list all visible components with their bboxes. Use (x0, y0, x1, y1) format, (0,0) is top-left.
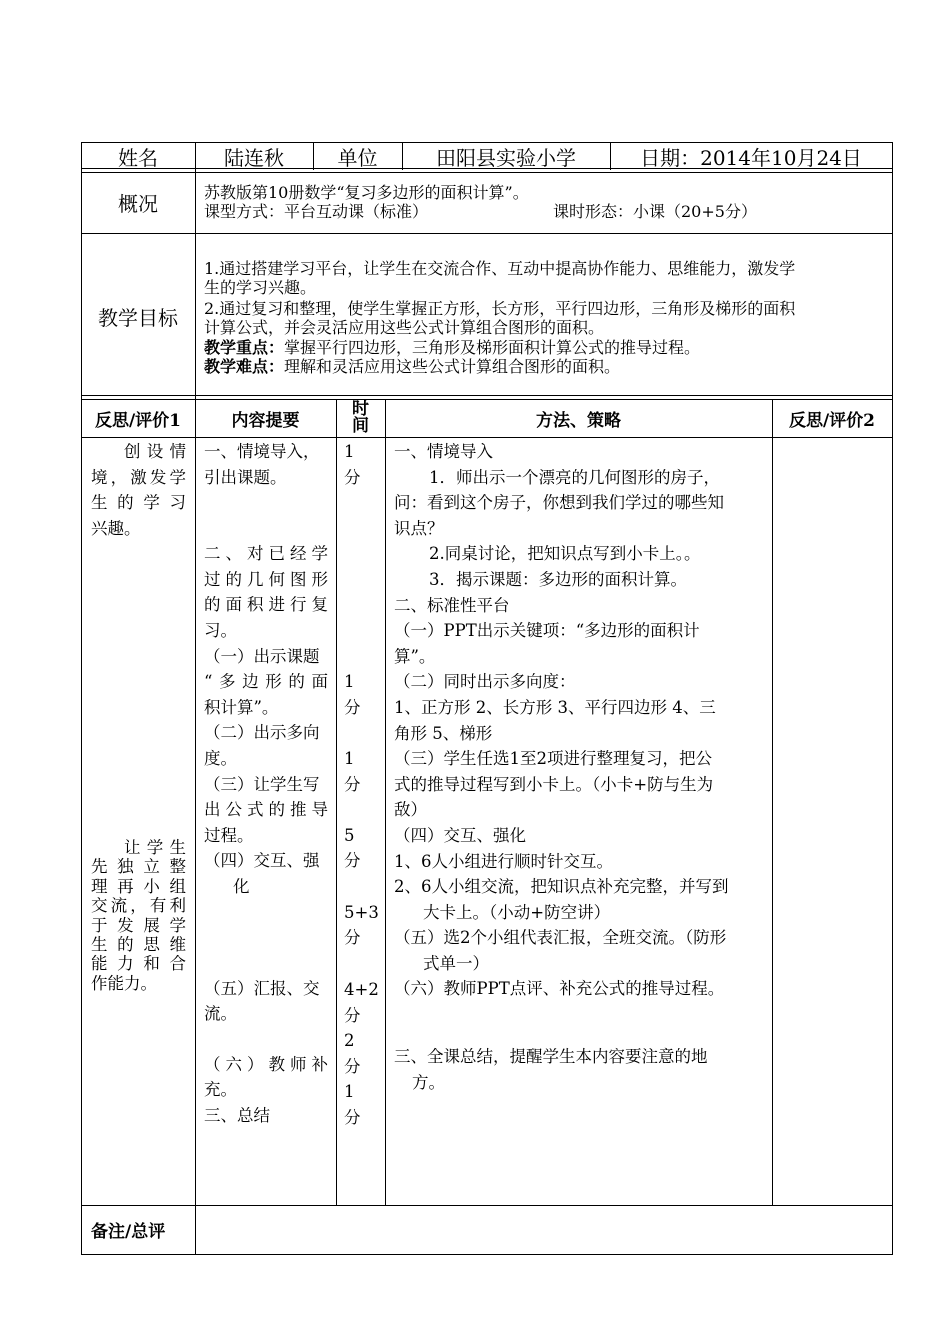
name-value: 陆连秋 (224, 145, 284, 170)
content-line: 过程。 (204, 825, 254, 845)
content-line: 一、情境导入， (204, 442, 320, 461)
key-point (204, 338, 700, 357)
key-point-text: 掌握平行四边形，三角形及梯形面积计算公式的推导过程。 (284, 338, 701, 357)
content-column (204, 439, 328, 1128)
time-value: 2 (344, 1031, 355, 1051)
unit-label: 单位 (337, 145, 378, 170)
content-line: 流。 (204, 1004, 237, 1024)
method-line: 问：看到这个房子，你想到我们学过的哪些知 (394, 493, 724, 513)
content-line: 充。 (204, 1080, 237, 1100)
goal-1-line2: 生的学习兴趣。 (204, 278, 317, 297)
reflect1-a-line4: 兴趣。 (91, 518, 141, 538)
method-line: 1、6人小组进行顺时针交互。 (394, 851, 613, 871)
content-line: （四）交互、强 (204, 851, 320, 871)
remarks-label: 备注/总评 (91, 1222, 166, 1242)
reflect1-a-line2: 境，激发学 (91, 467, 186, 487)
overview-label: 概况 (118, 192, 158, 216)
content-line: 引出课题。 (204, 467, 287, 487)
content-line: 化 (233, 876, 250, 896)
difficult-point-label: 教学难点： (204, 357, 285, 376)
time-column (344, 439, 382, 1131)
time-value: 1 (344, 1082, 355, 1102)
method-line: 1．师出示一个漂亮的几何图形的房子， (429, 467, 720, 487)
key-point-label: 教学重点： (204, 338, 285, 357)
method-line: （四）交互、强化 (394, 825, 526, 845)
method-line: （二）同时出示多向度： (394, 672, 576, 692)
method-line: 1、正方形 2、长方形 3、平行四边形 4、三 (394, 697, 716, 717)
reflect1-b-line4: 交流，有利 (91, 896, 186, 916)
reflect1-block-a (91, 439, 186, 541)
difficult-point-text: 理解和灵活应用这些公式计算组合图形的面积。 (284, 357, 621, 376)
time-value: 5+3 (344, 902, 379, 922)
reflect1-b-line3: 理再小组 (91, 876, 186, 896)
time-value: 1 (344, 749, 355, 769)
goal-2-line1: 2.通过复习和整理，使学生掌握正方形，长方形，平行四边形，三角形及梯形的面积 (204, 299, 796, 318)
reflect1-block-b (91, 838, 186, 993)
reflect1-a-line3: 生的学习 (91, 493, 186, 513)
goal-1-line1: 1.通过搭建学习平台，让学生在交流合作、互动中提高协作能力、思维能力，激发学 (204, 259, 796, 278)
method-line: 2、6人小组交流，把知识点补充完整，并写到 (394, 877, 729, 897)
content-line: （三）让学生写 (204, 774, 320, 794)
method-line: 一、情境导入 (394, 442, 493, 461)
time-value: 1 (344, 672, 355, 692)
content-line: “多边形的面 (204, 672, 328, 692)
content-line: 的面积进行复 (204, 595, 328, 615)
time-value: 4+2 (344, 979, 379, 999)
difficult-point (204, 357, 620, 376)
content-line: 过的几何图形 (204, 569, 328, 589)
time-unit: 分 (344, 1005, 361, 1025)
method-line: 算”。 (394, 646, 436, 666)
reflect1-b-line5: 于发展学 (91, 915, 186, 935)
method-line: 二、标准性平台 (394, 595, 510, 615)
method-line: 方。 (412, 1072, 445, 1092)
method-line: 2.同桌讨论，把知识点写到小卡上。。 (429, 544, 701, 564)
content-line: 习。 (204, 620, 237, 640)
method-line: 大卡上。（小动+防空讲） (423, 902, 611, 922)
content-line: （一）出示课题 (204, 646, 320, 666)
time-unit: 分 (344, 928, 361, 948)
content-line: 二、对已经学 (204, 544, 328, 564)
content-line: 三、总结 (204, 1105, 270, 1125)
col-time-char1: 时 (352, 399, 369, 419)
method-line: 三、全课总结，提醒学生本内容要注意的地 (394, 1047, 708, 1067)
time-unit: 分 (344, 697, 361, 717)
remarks-value[interactable] (196, 1206, 892, 1254)
method-line: 敌） (394, 800, 427, 820)
content-line: 出公式的推导 (204, 800, 328, 820)
time-unit: 分 (344, 774, 361, 794)
col-content: 内容提要 (231, 410, 300, 431)
col-reflect-1: 反思/评价1 (94, 410, 182, 431)
reflect1-b-line7: 能力和合 (91, 954, 186, 974)
reflect1-b-line8: 作能力。 (91, 973, 157, 993)
reflect1-a-line1: 创设情 (124, 442, 186, 461)
content-line: （六）教师补 (204, 1054, 328, 1074)
content-line: 积计算”。 (204, 697, 279, 717)
time-value: 1 (344, 442, 355, 461)
method-line: 式单一） (423, 953, 489, 973)
reflect1-b-line1: 让学生 (124, 838, 186, 857)
date-text: 日期：2014年10月24日 (640, 145, 862, 170)
method-column (394, 439, 764, 1095)
col-method: 方法、策略 (536, 410, 621, 431)
method-line: 识点？ (394, 518, 444, 538)
time-unit: 分 (344, 851, 361, 871)
time-unit: 分 (344, 467, 361, 487)
lesson-type: 课型方式：平台互动课（标准） (204, 202, 429, 221)
time-value: 5 (344, 825, 355, 845)
content-line: 度。 (204, 748, 237, 768)
method-line: （一）PPT出示关键项：“多边形的面积计 (394, 621, 700, 641)
reflect1-b-line6: 生的思维 (91, 935, 186, 955)
method-line: 3．揭示课题：多边形的面积计算。 (429, 569, 687, 589)
lesson-form: 课时形态：小课（20+5分） (553, 202, 757, 221)
name-label: 姓名 (118, 145, 158, 170)
reflect1-b-line2: 先独立整 (91, 857, 186, 877)
method-line: （三）学生任选1至2项进行整理复习，把公 (394, 749, 712, 769)
time-unit: 分 (344, 1107, 361, 1127)
col-time (336, 399, 385, 437)
col-reflect-2: 反思/评价2 (788, 410, 876, 431)
time-unit: 分 (344, 1056, 361, 1076)
goals-label: 教学目标 (98, 305, 178, 330)
method-line: （五）选2个小组代表汇报，全班交流。（防形 (394, 928, 727, 948)
col-time-char2: 间 (352, 416, 369, 436)
content-line: （二）出示多向 (204, 723, 320, 743)
content-line: （五）汇报、交 (204, 978, 320, 998)
overview-line1: 苏教版第10册数学“复习多边形的面积计算”。 (204, 183, 529, 202)
goal-2-line2: 计算公式，并会灵活应用这些公式计算组合图形的面积。 (204, 318, 605, 337)
method-line: （六）教师PPT点评、补充公式的推导过程。 (394, 979, 725, 999)
unit-value: 田阳县实验小学 (436, 145, 576, 170)
method-line: 式的推导过程写到小卡上。（小卡+防与生为 (394, 774, 714, 794)
method-line: 角形 5、梯形 (394, 723, 493, 743)
